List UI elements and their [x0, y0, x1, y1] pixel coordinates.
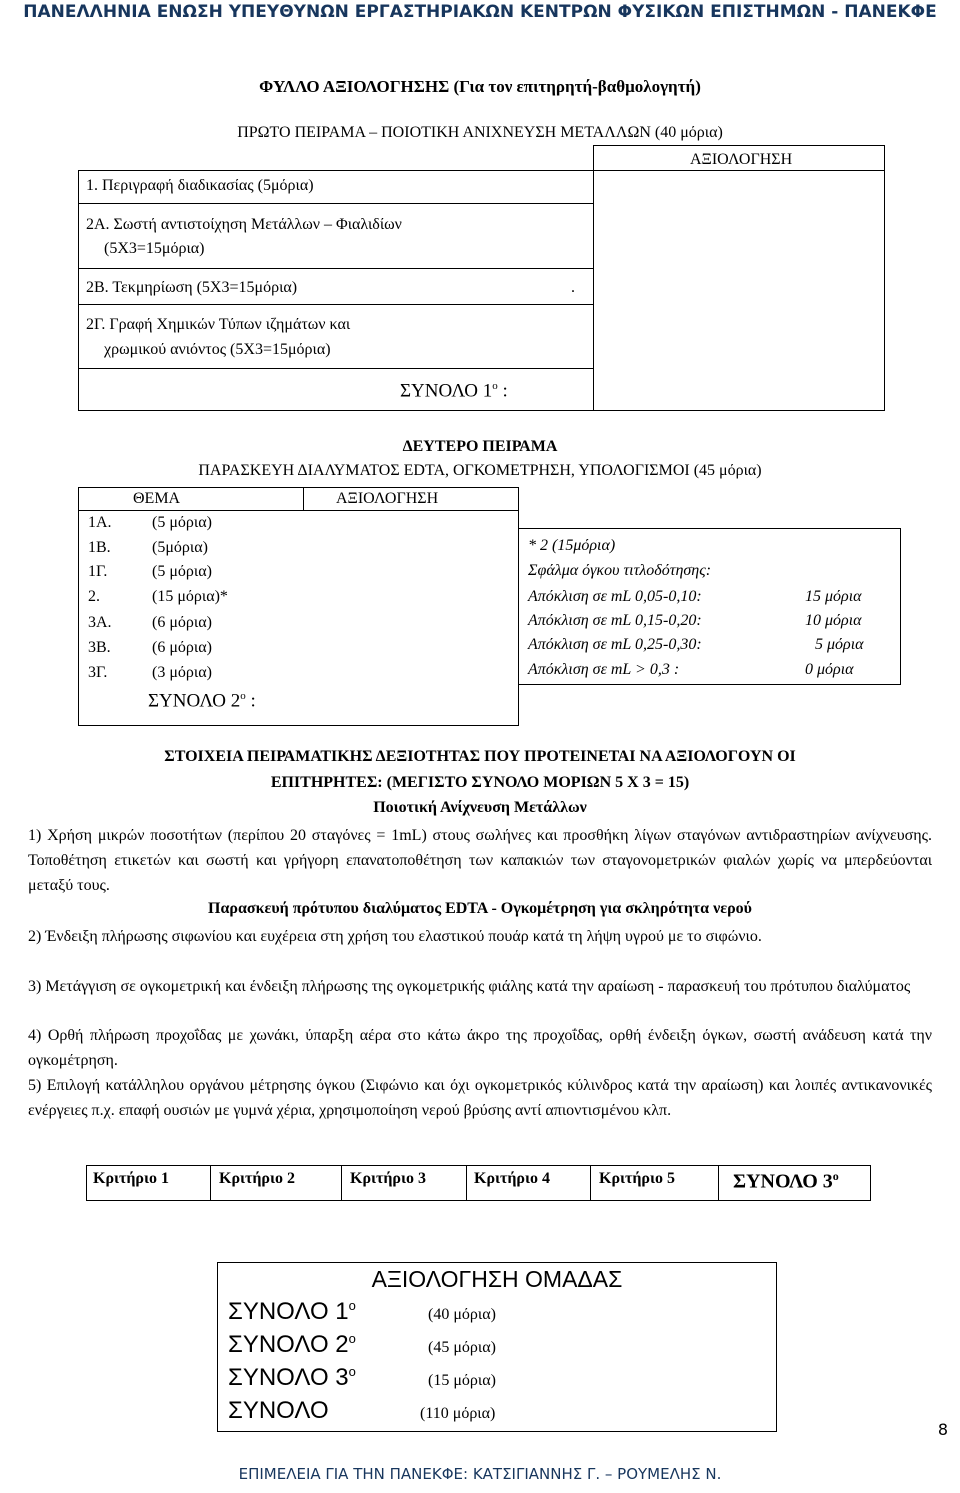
exp1-eval-label: ΑΞΙΟΛΟΓΗΣΗ	[690, 151, 793, 168]
note-row-points: 0 μόρια	[805, 661, 854, 678]
paragraph-5: 5) Επιλογή κατάλληλου οργάνου μέτρησης όγκου (Σιφώνιο και όχι ογκομετρικός κύλινδρος κατά την αραίωση) και λοιπές αντικανονικές ενέργειες π.χ. επαφή ουσιών με γυμνά χέρια, χρησιμοποίηση νερού βρύσης αντί απιοντισμένου κλπ.	[28, 1077, 932, 1119]
note-row-label: Απόκλιση σε mL 0,05-0,10:	[528, 588, 702, 605]
exp2-col-eval: ΑΞΙΟΛΟΓΗΣΗ	[336, 490, 439, 507]
exp1-total-label: ΣΥΝΟΛΟ $1^o$ :	[400, 380, 508, 402]
exp2-row: 1Β. (5μόρια)	[88, 539, 208, 556]
note-subtitle: Σφάλμα όγκου τιτλοδότησης:	[528, 562, 712, 579]
exp1-item-2c: 2Γ. Γραφή Χημικών Τύπων ιζημάτων και	[86, 316, 351, 333]
group-row-label: ΣΥΝΟΛΟ	[228, 1397, 329, 1424]
exp2-heading-1: ΔΕΥΤΕΡΟ ΠΕΙΡΑΜΑ	[402, 438, 558, 455]
paragraph-4: 4) Ορθή πλήρωση προχοΐδας με χωνάκι, ύπαρξη αέρα στο κάτω άκρο της προχοΐδας, ορθή ένδειξη όγκων, σωστή ανάδευση κατά την ογκομέτρηση.	[28, 1027, 932, 1069]
paragraph-1: 1) Χρήση μικρών ποσοτήτων (περίπου 20 σταγόνες = 1mL) στους σωλήνες και προσθήκη λίγων σταγόνων αντιδραστηρίων ανίχνευσης. Τοποθέτηση ετικετών και σωστή και γρήγορη επανατοποθέτηση των καπακιών των σταγονομετρικών φιαλών χωρίς να μπερδεύονται μεταξύ τους.	[28, 827, 932, 894]
page-header: ΠΑΝΕΛΛΗΝΙΑ ΕΝΩΣΗ ΥΠΕΥΘΥΝΩΝ ΕΡΓΑΣΤΗΡΙΑΚΩΝ ΚΕΝΤΡΩΝ ΦΥΣΙΚΩΝ ΕΠΙΣΤΗΜΩΝ - ΠΑΝΕΚΦΕ	[23, 2, 937, 22]
exp3-subheading-1: Ποιοτική Ανίχνευση Μετάλλων	[373, 799, 587, 816]
criterion-2: Κριτήριο 2	[219, 1170, 295, 1187]
group-row-points: (15 μόρια)	[428, 1372, 496, 1389]
exp2-row: 3Γ. (3 μόρια)	[88, 664, 212, 681]
note-row-points: 5 μόρια	[815, 636, 864, 653]
criteria-total: ΣΥΝΟΛΟ $3^o$	[733, 1169, 839, 1193]
group-row-label: ΣΥΝΟΛΟ $1^o$	[228, 1298, 356, 1325]
page-footer: ΕΠΙΜΕΛΕΙΑ ΓΙΑ ΤΗΝ ΠΑΝΕΚΦΕ: ΚΑΤΣΙΓΙΑΝΝΗΣ Γ. – ΡΟΥΜΕΛΗΣ Ν.	[238, 1465, 722, 1483]
criterion-3: Κριτήριο 3	[350, 1170, 426, 1187]
note-row-label: Απόκλιση σε mL 0,15-0,20:	[528, 612, 702, 629]
group-eval-title: ΑΞΙΟΛΟΓΗΣΗ ΟΜΑΔΑΣ	[371, 1266, 623, 1292]
group-row-label: ΣΥΝΟΛΟ $3^o$	[228, 1364, 356, 1391]
exp3-heading-1: ΣΤΟΙΧΕΙΑ ΠΕΙΡΑΜΑΤΙΚΗΣ ΔΕΞΙΟΤΗΤΑΣ ΠΟΥ ΠΡΟΤΕΙΝΕΤΑΙ ΝΑ ΑΞΙΟΛΟΓΟΥΝ ΟΙ	[164, 748, 796, 765]
note-row-points: 10 μόρια	[805, 612, 862, 629]
exp2-row: 1Γ. (5 μόρια)	[88, 563, 212, 580]
exp1-item-2b-dot: .	[571, 279, 575, 296]
exp2-row: 2. (15 μόρια)*	[88, 588, 228, 605]
criterion-5: Κριτήριο 5	[599, 1170, 675, 1187]
group-row-points: (40 μόρια)	[428, 1306, 496, 1323]
note-row-label: Απόκλιση σε mL 0,25-0,30:	[528, 636, 702, 653]
exp1-item-1: 1. Περιγραφή διαδικασίας (5μόρια)	[86, 177, 314, 194]
exp3-subheading-2: Παρασκευή πρότυπου διαλύματος EDTA - Ογκομέτρηση για σκληρότητα νερού	[208, 900, 752, 917]
group-row-label: ΣΥΝΟΛΟ $2^o$	[228, 1331, 356, 1358]
exp1-item-2a: 2Α. Σωστή αντιστοίχηση Μετάλλων – Φιαλιδίων	[86, 216, 402, 233]
criterion-1: Κριτήριο 1	[93, 1170, 169, 1187]
paragraph-2: 2) Ένδειξη πλήρωσης σιφωνίου και ευχέρεια στη χρήση του ελαστικού πουάρ κατά τη λήψη υγρού με το σιφώνιο.	[28, 928, 762, 945]
exp2-row: 1Α. (5 μόρια)	[88, 514, 212, 531]
paragraph-3: 3) Μετάγγιση σε ογκομετρική και ένδειξη πλήρωσης της ογκομετρικής φιάλης κατά την αραίωση - παρασκευή του πρότυπου διαλύματος	[28, 978, 911, 995]
exp1-item-2b: 2Β. Τεκμηρίωση (5Χ3=15μόρια)	[86, 279, 298, 296]
criterion-4: Κριτήριο 4	[474, 1170, 550, 1187]
page-number: 8	[937, 1420, 948, 1439]
exp1-heading: ΠΡΩΤΟ ΠΕΙΡΑΜΑ – ΠΟΙΟΤΙΚΗ ΑΝΙΧΝΕΥΣΗ ΜΕΤΑΛΛΩΝ (40 μόρια)	[237, 124, 723, 141]
exp2-heading-2: ΠΑΡΑΣΚΕΥΗ ΔΙΑΛΥΜΑΤΟΣ EDTA, ΟΓΚΟΜΕΤΡΗΣΗ, ΥΠΟΛΟΓΙΣΜΟΙ (45 μόρια)	[198, 462, 762, 479]
note-row-label: Απόκλιση σε mL > 0,3 :	[528, 661, 680, 678]
note-row-points: 15 μόρια	[805, 588, 862, 605]
exp2-total-label: ΣΥΝΟΛΟ $2^o$ :	[148, 690, 256, 712]
exp1-item-2a-points: (5Χ3=15μόρια)	[104, 240, 205, 257]
note-title: * 2 (15μόρια)	[528, 537, 616, 554]
exp1-item-2c-points: χρωμικού ανιόντος (5Χ3=15μόρια)	[104, 341, 331, 358]
group-row-points: (45 μόρια)	[428, 1339, 496, 1356]
exp2-col-theme: ΘΕΜΑ	[133, 490, 181, 507]
exp2-row: 3Α. (6 μόρια)	[88, 614, 212, 631]
exp2-row: 3Β. (6 μόρια)	[88, 639, 212, 656]
exp3-heading-2: ΕΠΙΤΗΡΗΤΕΣ: (ΜΕΓΙΣΤΟ ΣΥΝΟΛΟ ΜΟΡΙΩΝ 5 Χ 3 = 15)	[270, 774, 690, 791]
page-title: ΦΥΛΛΟ ΑΞΙΟΛΟΓΗΣΗΣ (Για τον επιτηρητή-βαθμολογητή)	[259, 77, 701, 96]
group-row-points: (110 μόρια)	[420, 1405, 496, 1422]
